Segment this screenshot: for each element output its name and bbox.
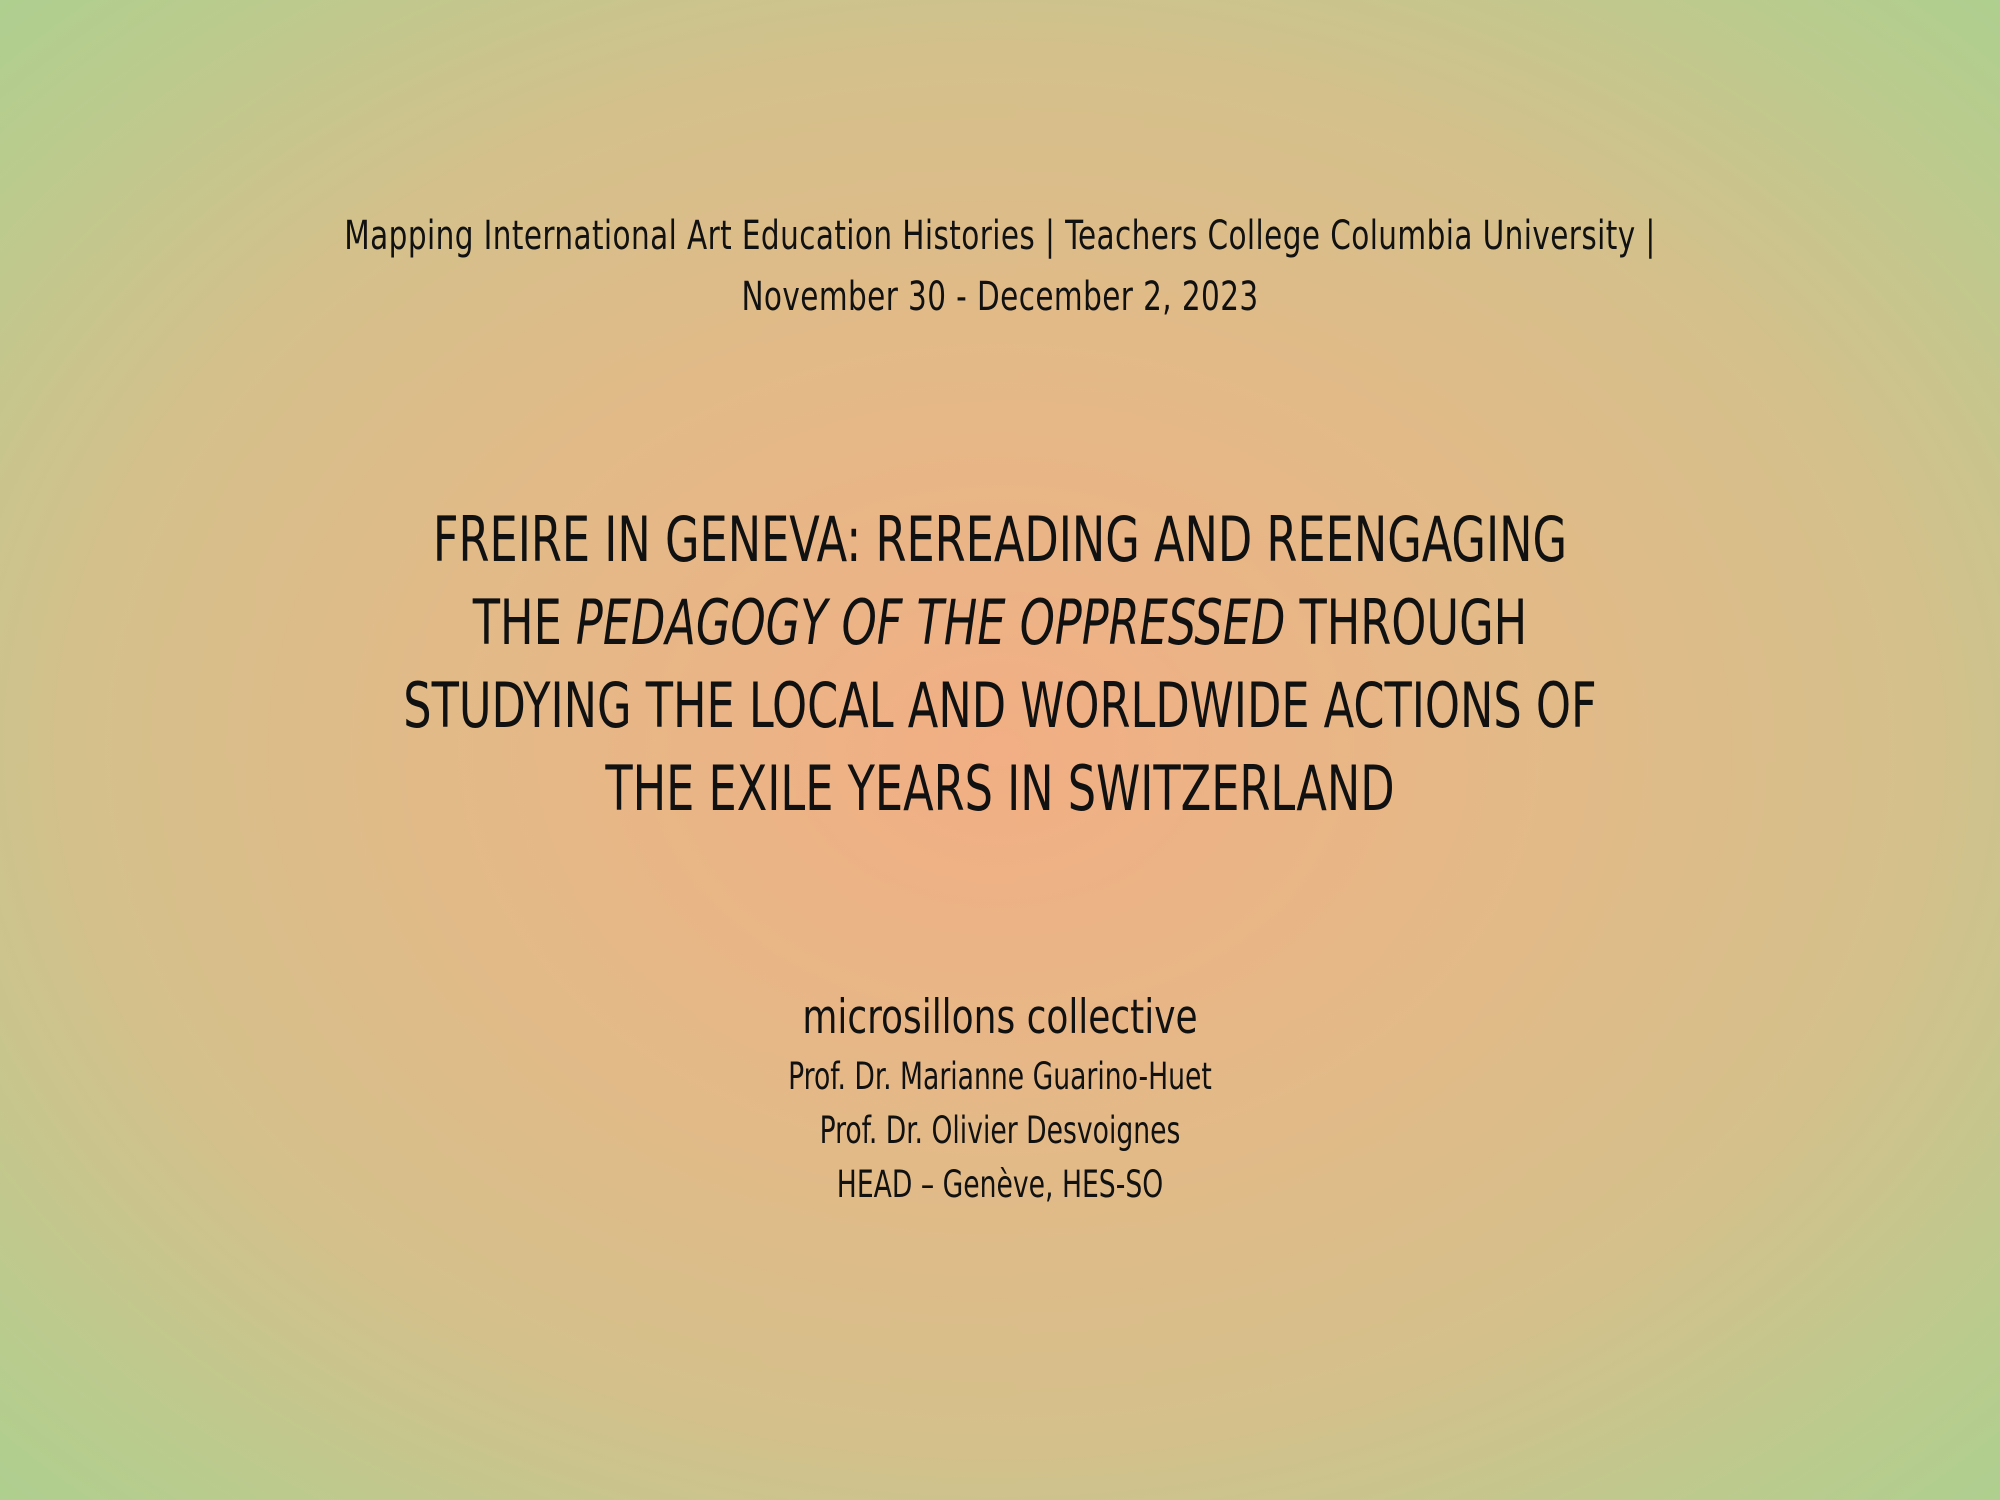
- author-2: Prof. Dr. Olivier Desvoignes: [819, 1109, 1181, 1152]
- title-part-1: FREIRE IN GENEVA: REREADING AND REENGAGING THE: [432, 503, 1568, 659]
- authors-block: [0, 986, 2000, 1212]
- conference-line: Mapping International Art Education Histories | Teachers College Columbia University |: [344, 213, 1656, 259]
- author-1: Prof. Dr. Marianne Guarino-Huet: [788, 1055, 1212, 1098]
- title-part-2: THROUGH STUDYING THE LOCAL AND WORLDWIDE ACTIONS OF THE EXILE YEARS IN SWITZERLAND: [403, 586, 1597, 825]
- institution: HEAD – Genève, HES-SO: [836, 1163, 1164, 1206]
- title-italic-book: PEDAGOGY OF THE OPPRESSED: [575, 586, 1286, 659]
- conference-dates: November 30 - December 2, 2023: [741, 274, 1259, 320]
- presentation-title: [384, 498, 1616, 830]
- collective-name: microsillons collective: [802, 990, 1198, 1045]
- conference-header: [180, 206, 1820, 328]
